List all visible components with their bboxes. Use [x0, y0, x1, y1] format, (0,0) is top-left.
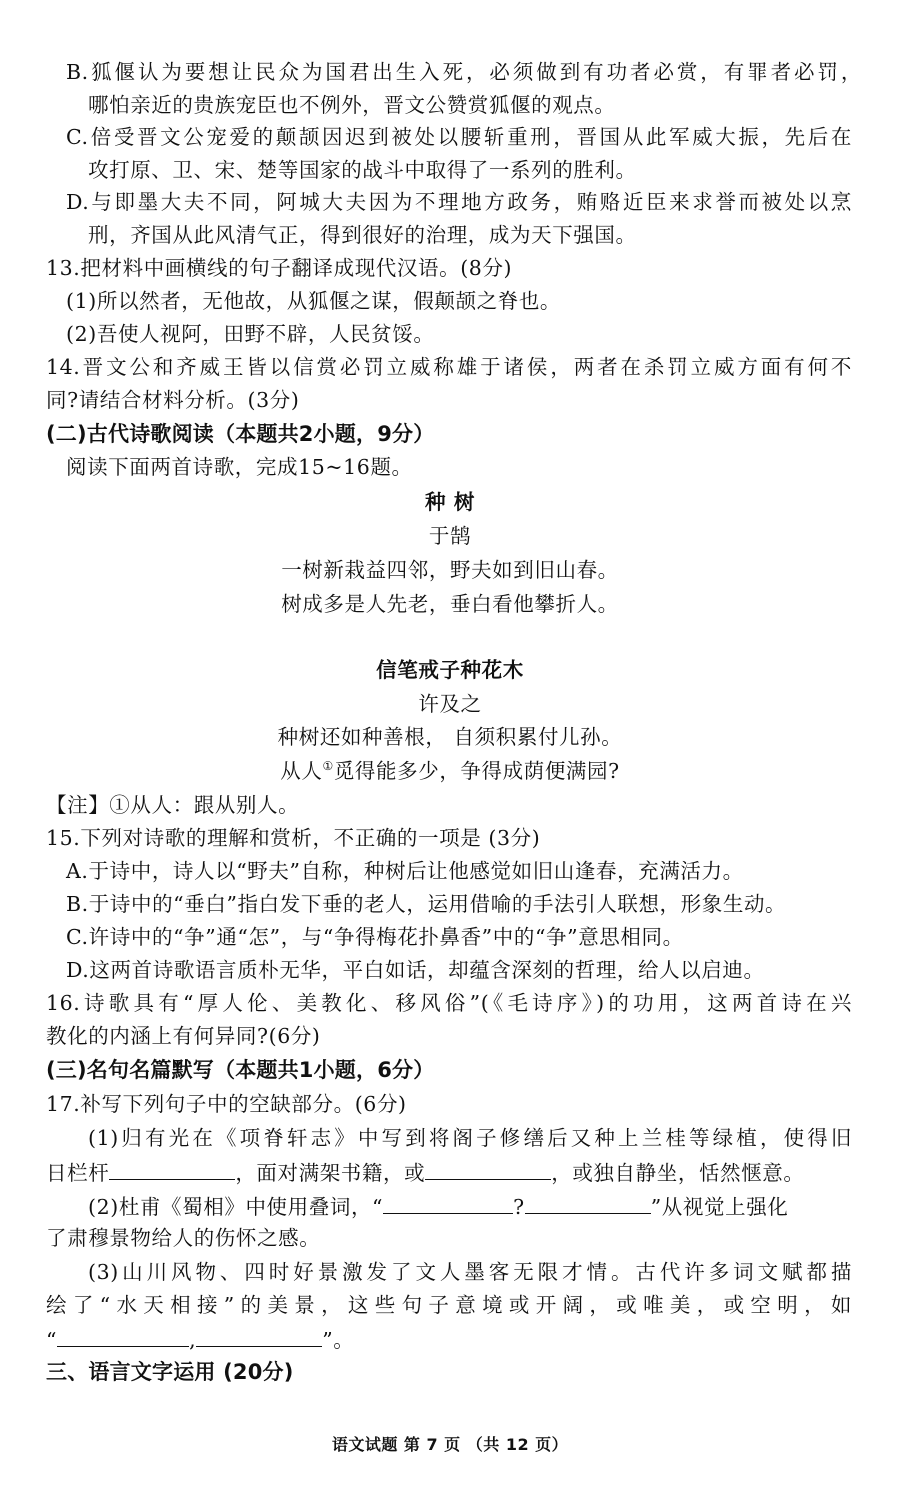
q17-part2-line2: 了肃穆景物给人的伤怀之感。	[46, 1226, 321, 1250]
footnote-marker: ①	[322, 759, 334, 774]
q17-part2-text-c: ”从视觉上强化	[650, 1195, 789, 1219]
q17-part3-open-quote: “	[46, 1328, 58, 1352]
q16-line2: 教化的内涵上有何异同?(6分)	[46, 1024, 321, 1048]
poem2-line1: 种树还如种善根， 自须积累付儿孙。	[277, 725, 623, 749]
q17-blank-5[interactable]	[57, 1324, 189, 1347]
q17-part3-line3	[46, 1324, 354, 1354]
section2-intro: 阅读下面两首诗歌，完成15~16题。	[66, 455, 413, 479]
q12-option-c-line1: C.倍受晋文公宠爱的颠颉因迟到被处以腰斩重刑，晋国从此军威大振，先后在	[66, 125, 852, 149]
q17-part3-close-quote: ”。	[322, 1328, 355, 1352]
q17-blank-4[interactable]	[525, 1191, 651, 1214]
poem2-title: 信笔戒子种花木	[376, 658, 524, 682]
section2-heading: (二)古代诗歌阅读（本题共2小题，9分）	[46, 422, 435, 446]
q17-part1-text-a: 日栏杆	[46, 1161, 110, 1185]
poem1-line2: 树成多是人先老，垂白看他攀折人。	[281, 592, 619, 616]
q17-part2-line1	[88, 1191, 788, 1221]
poem1-author: 于鹄	[428, 524, 472, 548]
q13-stem: 13.把材料中画横线的句子翻译成现代汉语。(8分)	[46, 256, 513, 280]
poem2-line2-end: 觅得能多少，争得成荫便满园?	[333, 759, 620, 783]
q17-blank-6[interactable]	[196, 1324, 322, 1347]
q17-blank-1[interactable]	[109, 1157, 235, 1180]
poem2-line2	[0, 757, 900, 785]
q17-blank-2[interactable]	[425, 1157, 551, 1180]
q17-part1-line2	[46, 1157, 804, 1187]
q15-stem: 15.下列对诗歌的理解和赏析，不正确的一项是 (3分)	[46, 826, 541, 850]
poem2-line2-start: 从人	[280, 759, 323, 783]
q14-line1: 14.晋文公和齐威王皆以信赏必罚立威称雄于诸侯，两者在杀罚立威方面有何不	[46, 355, 852, 379]
q13-sentence-2: (2)吾使人视阿，田野不辟，人民贫馁。	[66, 322, 435, 346]
q15-option-d: D.这两首诗歌语言质朴无华，平白如话，却蕴含深刻的哲理，给人以启迪。	[66, 958, 765, 982]
q17-part2-text-b: ?	[513, 1195, 525, 1219]
poem1-title: 种 树	[425, 490, 475, 514]
q17-part3-comma: ,	[189, 1328, 197, 1352]
q17-part3-line2: 绘了“水天相接”的美景，这些句子意境或开阔，或唯美，或空明，如	[46, 1293, 852, 1317]
q15-option-c: C.许诗中的“争”通“怎”，与“争得梅花扑鼻香”中的“争”意思相同。	[66, 925, 684, 949]
poem1-line1: 一树新栽益四邻，野夫如到旧山春。	[281, 558, 619, 582]
q14-line2: 同?请结合材料分析。(3分)	[46, 388, 300, 412]
q12-option-d-line2: 刑，齐国从此风清气正，得到很好的治理，成为天下强国。	[88, 223, 637, 247]
q17-part1-line1: (1)归有光在《项脊轩志》中写到将阁子修缮后又种上兰桂等绿植，使得旧	[88, 1126, 852, 1150]
q16-line1: 16.诗歌具有“厚人伦、美教化、移风俗”(《毛诗序》)的功用，这两首诗在兴	[46, 991, 852, 1015]
part3-heading: 三、语言文字运用 (20分)	[46, 1360, 294, 1384]
q15-option-a: A.于诗中，诗人以“野夫”自称，种树后让他感觉如旧山逢春，充满活力。	[66, 859, 744, 883]
q17-stem: 17.补写下列句子中的空缺部分。(6分)	[46, 1092, 407, 1116]
q12-option-b-line1: B.狐偃认为要想让民众为国君出生入死，必须做到有功者必赏，有罪者必罚，	[66, 60, 862, 84]
q12-option-b-line2: 哪怕亲近的贵族宠臣也不例外，晋文公赞赏狐偃的观点。	[88, 93, 616, 117]
q12-option-c-line2: 攻打原、卫、宋、楚等国家的战斗中取得了一系列的胜利。	[88, 158, 637, 182]
q15-option-b: B.于诗中的“垂白”指白发下垂的老人，运用借喻的手法引人联想，形象生动。	[66, 892, 787, 916]
q17-part2-text-a: (2)杜甫《蜀相》中使用叠词，“	[88, 1195, 384, 1219]
q17-part3-line1: (3)山川风物、四时好景激发了文人墨客无限才情。古代许多词文赋都描	[88, 1260, 852, 1284]
poem2-author: 许及之	[418, 692, 482, 716]
q12-option-d-line1: D.与即墨大夫不同，阿城大夫因为不理地方政务，贿赂近臣来求誉而被处以烹	[66, 190, 852, 214]
poem-note: 【注】①从人：跟从别人。	[46, 793, 300, 817]
page-footer: 语文试题 第 7 页 （共 12 页）	[331, 1435, 569, 1454]
q13-sentence-1: (1)所以然者，无他故，从狐偃之谋，假颠颉之脊也。	[66, 289, 562, 313]
q17-part1-text-b: ，面对满架书籍，或	[235, 1161, 426, 1185]
q17-blank-3[interactable]	[383, 1191, 513, 1214]
q17-part1-text-c: ，或独自静坐，恬然惬意。	[551, 1161, 805, 1185]
section3-heading: (三)名句名篇默写（本题共1小题，6分）	[46, 1058, 435, 1082]
